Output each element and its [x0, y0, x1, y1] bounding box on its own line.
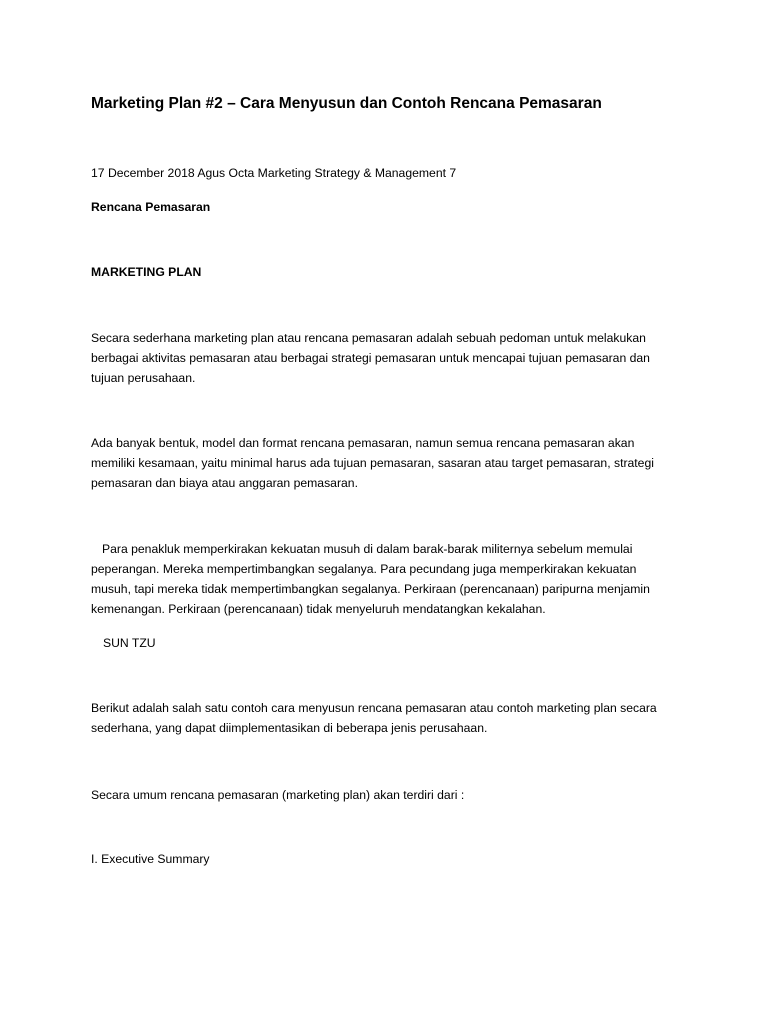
section-heading: MARKETING PLAN: [91, 265, 202, 279]
paragraph-line: Ada banyak bentuk, model dan format rencana pemasaran, namun semua rencana pemasaran akan: [91, 436, 635, 450]
paragraph-formats: [91, 433, 691, 493]
paragraph-line: pemasaran dan biaya atau anggaran pemasaran.: [91, 476, 358, 490]
quote-block: [91, 539, 691, 619]
subheading: Rencana Pemasaran: [91, 200, 211, 214]
quote-line: musuh, tapi mereka tidak mempertimbangkan segalanya. Perkiraan (perencanaan) paripurna menjamin: [91, 582, 650, 596]
quote-line: peperangan. Mereka mempertimbangkan segalanya. Para pecundang juga memperkirakan kekuatan: [91, 562, 637, 576]
paragraph-line: Berikut adalah salah satu contoh cara menyusun rencana pemasaran atau contoh marketing plan secara: [91, 701, 657, 715]
paragraph-example: [91, 698, 691, 738]
document-meta: 17 December 2018 Agus Octa Marketing Strategy & Management 7: [91, 166, 457, 180]
quote-author: SUN TZU: [103, 636, 156, 650]
document-title: Marketing Plan #2 – Cara Menyusun dan Contoh Rencana Pemasaran: [91, 95, 602, 112]
paragraph-line: Secara sederhana marketing plan atau rencana pemasaran adalah sebuah pedoman untuk melakukan: [91, 331, 646, 345]
paragraph-line: tujuan perusahaan.: [91, 371, 196, 385]
paragraph-line: memiliki kesamaan, yaitu minimal harus ada tujuan pemasaran, sasaran atau target pemasaran, strategi: [91, 456, 654, 470]
quote-line: kemenangan. Perkiraan (perencanaan) tidak menyeluruh mendatangkan kekalahan.: [91, 602, 546, 616]
list-item-executive-summary: I. Executive Summary: [91, 852, 210, 866]
paragraph-line: sederhana, yang dapat diimplementasikan di beberapa jenis perusahaan.: [91, 721, 488, 735]
quote-line: Para penakluk memperkirakan kekuatan musuh di dalam barak-barak militernya sebelum memulai: [102, 542, 633, 556]
paragraph-outline-intro: Secara umum rencana pemasaran (marketing plan) akan terdiri dari :: [91, 788, 465, 802]
paragraph-line: berbagai aktivitas pemasaran atau berbagai strategi pemasaran untuk mencapai tujuan pemasaran dan: [91, 351, 650, 365]
paragraph-intro: [91, 328, 691, 388]
